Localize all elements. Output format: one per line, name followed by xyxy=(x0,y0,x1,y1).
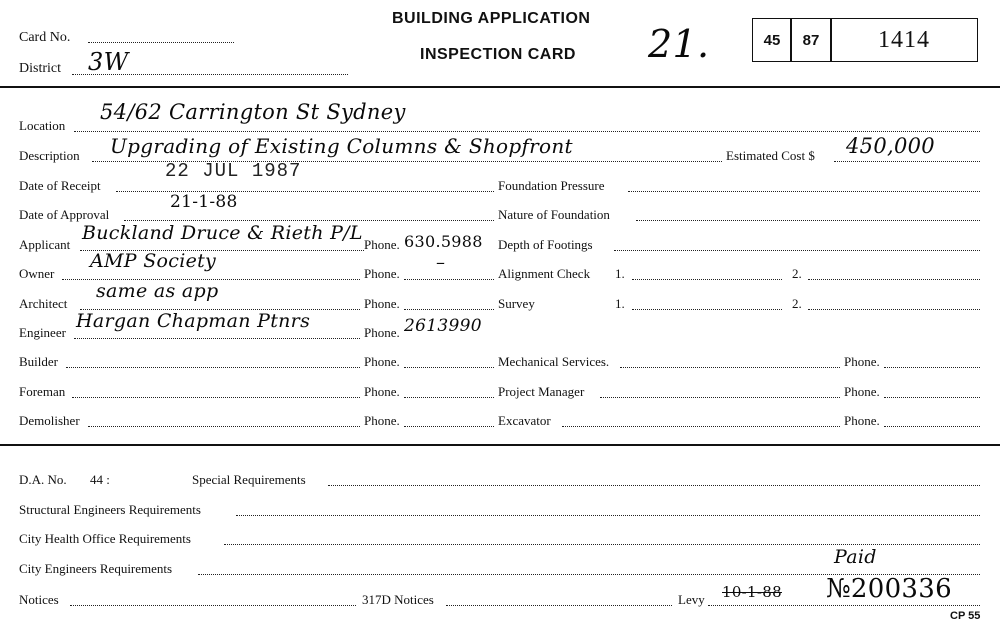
form-code: CP 55 xyxy=(950,610,981,622)
receipt-number: №200336 xyxy=(826,574,952,604)
district-value: 3W xyxy=(88,48,129,76)
levy-struck-date: 10-1-88 xyxy=(722,583,782,601)
description-value: Upgrading of Existing Columns & Shopfront xyxy=(110,134,573,158)
city-engineers-requirements-label: City Engineers Requirements xyxy=(19,561,173,576)
demolisher-field[interactable] xyxy=(88,426,360,427)
alignment-check-label: Alignment Check xyxy=(498,266,591,281)
location-field[interactable] xyxy=(74,131,980,132)
box-1414: 1414 xyxy=(830,18,978,62)
date-approval-label: Date of Approval xyxy=(19,207,110,222)
foreman-phone-field[interactable] xyxy=(404,397,494,398)
card-no-label: Card No. xyxy=(19,30,71,45)
applicant-value: Buckland Druce & Rieth P/L xyxy=(82,222,363,244)
317d-notices-label: 317D Notices xyxy=(362,592,434,607)
header-divider xyxy=(0,86,1000,88)
nature-foundation-field[interactable] xyxy=(636,220,980,221)
estimated-cost-field[interactable] xyxy=(834,161,980,162)
owner-phone-label: Phone. xyxy=(364,266,400,281)
mechanical-field[interactable] xyxy=(620,367,840,368)
depth-footings-label: Depth of Footings xyxy=(498,237,593,252)
description-label: Description xyxy=(19,148,80,163)
project-manager-phone-field[interactable] xyxy=(884,397,980,398)
box-87: 87 xyxy=(790,18,832,62)
architect-value: same as app xyxy=(96,280,219,302)
engineer-label: Engineer xyxy=(19,325,66,340)
card-no-field[interactable] xyxy=(88,42,234,43)
estimated-cost-value: 450,000 xyxy=(846,134,935,158)
date-receipt-label: Date of Receipt xyxy=(19,178,101,193)
engineer-phone-value: 2613990 xyxy=(404,316,482,336)
da-no-value: 44 : xyxy=(90,472,110,487)
paid-annotation: Paid xyxy=(834,546,877,568)
date-approval-field[interactable] xyxy=(124,220,494,221)
survey-num-1: 1. xyxy=(615,296,625,311)
depth-footings-field[interactable] xyxy=(614,250,980,251)
demolisher-phone-field[interactable] xyxy=(404,426,494,427)
architect-phone-label: Phone. xyxy=(364,296,400,311)
builder-phone-label: Phone. xyxy=(364,354,400,369)
applicant-phone-label: Phone. xyxy=(364,237,400,252)
estimated-cost-label: Estimated Cost $ xyxy=(726,148,815,163)
alignment-check-num-2: 2. xyxy=(792,266,802,281)
notices-field[interactable] xyxy=(70,605,356,606)
owner-value: AMP Society xyxy=(90,250,217,272)
architect-phone-field[interactable] xyxy=(404,309,494,310)
alignment-check-field-1[interactable] xyxy=(632,279,782,280)
special-requirements-label: Special Requirements xyxy=(192,472,306,487)
engineer-field[interactable] xyxy=(74,338,360,339)
engineer-value: Hargan Chapman Ptnrs xyxy=(76,310,311,332)
architect-label: Architect xyxy=(19,296,68,311)
health-requirements-label: City Health Office Requirements xyxy=(19,531,191,546)
excavator-phone-field[interactable] xyxy=(884,426,980,427)
excavator-phone-label: Phone. xyxy=(844,413,880,428)
project-manager-label: Project Manager xyxy=(498,384,585,399)
owner-phone-field[interactable] xyxy=(404,279,494,280)
title-line-1: BUILDING APPLICATION xyxy=(392,10,591,27)
applicant-label: Applicant xyxy=(19,237,71,252)
location-label: Location xyxy=(19,118,66,133)
da-no-label: D.A. No. xyxy=(19,472,67,487)
nature-foundation-label: Nature of Foundation xyxy=(498,207,610,222)
details-divider xyxy=(0,444,1000,446)
excavator-field[interactable] xyxy=(562,426,840,427)
survey-label: Survey xyxy=(498,296,535,311)
notices-label: Notices xyxy=(19,592,59,607)
foreman-phone-label: Phone. xyxy=(364,384,400,399)
structural-requirements-field[interactable] xyxy=(236,515,980,516)
district-label: District xyxy=(19,61,61,76)
health-requirements-field[interactable] xyxy=(224,544,980,545)
structural-requirements-label: Structural Engineers Requirements xyxy=(19,502,201,517)
builder-label: Builder xyxy=(19,354,58,369)
foundation-pressure-field[interactable] xyxy=(628,191,980,192)
mechanical-phone-field[interactable] xyxy=(884,367,980,368)
survey-field-2[interactable] xyxy=(808,309,980,310)
special-requirements-field[interactable] xyxy=(328,485,980,486)
317d-notices-field[interactable] xyxy=(446,605,672,606)
date-receipt-stamp: 22 JUL 1987 xyxy=(165,160,302,182)
owner-phone-value: – xyxy=(436,252,446,273)
box-45: 45 xyxy=(752,18,792,62)
foreman-label: Foreman xyxy=(19,384,66,399)
location-value: 54/62 Carrington St Sydney xyxy=(100,100,406,124)
alignment-check-num-1: 1. xyxy=(615,266,625,281)
project-manager-phone-label: Phone. xyxy=(844,384,880,399)
foreman-field[interactable] xyxy=(72,397,360,398)
owner-label: Owner xyxy=(19,266,55,281)
levy-field[interactable] xyxy=(708,605,980,606)
date-approval-value: 21-1-88 xyxy=(170,192,238,212)
demolisher-phone-label: Phone. xyxy=(364,413,400,428)
engineer-phone-label: Phone. xyxy=(364,325,400,340)
project-manager-field[interactable] xyxy=(600,397,840,398)
builder-field[interactable] xyxy=(66,367,360,368)
survey-field-1[interactable] xyxy=(632,309,782,310)
foundation-pressure-label: Foundation Pressure xyxy=(498,178,605,193)
mechanical-label: Mechanical Services. xyxy=(498,354,610,369)
excavator-label: Excavator xyxy=(498,413,551,428)
levy-label: Levy xyxy=(678,592,705,607)
handwritten-card-number: 21. xyxy=(648,22,710,66)
builder-phone-field[interactable] xyxy=(404,367,494,368)
demolisher-label: Demolisher xyxy=(19,413,80,428)
mechanical-phone-label: Phone. xyxy=(844,354,880,369)
title-line-2: INSPECTION CARD xyxy=(420,46,576,63)
applicant-phone-value: 630.5988 xyxy=(404,232,483,251)
alignment-check-field-2[interactable] xyxy=(808,279,980,280)
survey-num-2: 2. xyxy=(792,296,802,311)
